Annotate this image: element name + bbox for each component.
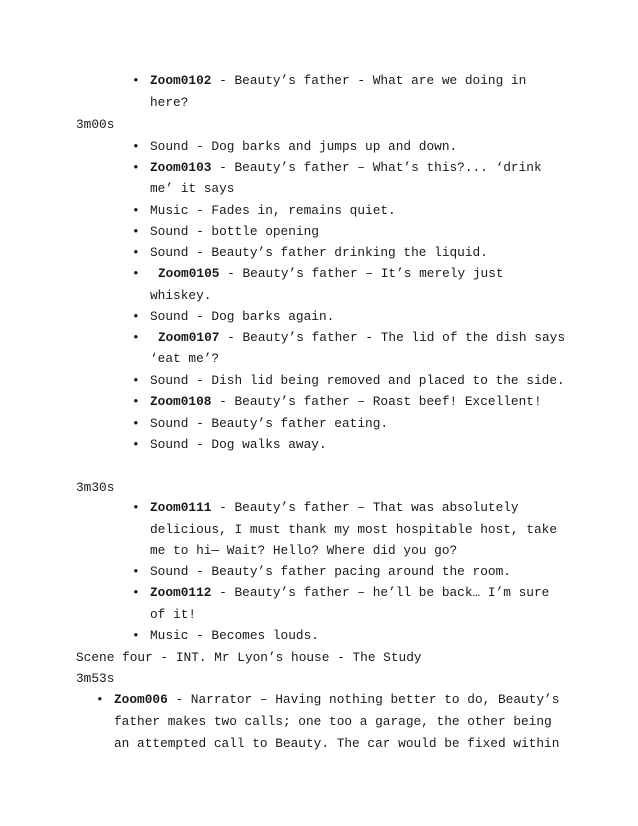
- script-line: here?: [150, 95, 189, 110]
- script-line: ‘eat me’?: [150, 351, 220, 366]
- script-line: Music - Fades in, remains quiet.: [150, 203, 396, 218]
- bullet: •: [132, 585, 140, 600]
- script-line: Sound - Beauty’s father drinking the liquid.: [150, 245, 488, 260]
- shot-code: Zoom0102: [150, 73, 212, 88]
- script-line: Music - Becomes louds.: [150, 628, 319, 643]
- script-line: [158, 266, 504, 282]
- script-line: Sound - Dog barks and jumps up and down.: [150, 139, 458, 154]
- bullet: •: [132, 373, 140, 388]
- script-line: [150, 73, 526, 89]
- bullet: •: [132, 330, 140, 345]
- script-line: an attempted call to Beauty. The car would be fixed within: [114, 736, 560, 751]
- shot-code: Zoom0111: [150, 500, 212, 515]
- script-line: Sound - bottle opening: [150, 224, 319, 239]
- shot-code: Zoom0112: [150, 585, 212, 600]
- bullet: •: [132, 224, 140, 239]
- script-line: whiskey.: [150, 288, 212, 303]
- shot-code: Zoom0107: [158, 330, 220, 345]
- script-line: [150, 160, 542, 176]
- script-line: Sound - Beauty’s father eating.: [150, 416, 389, 431]
- bullet: •: [132, 437, 140, 452]
- bullet: •: [132, 245, 140, 260]
- timestamp: 3m00s: [76, 117, 115, 132]
- line-text: - Beauty’s father - What are we doing in: [211, 73, 527, 88]
- script-line: [150, 585, 549, 601]
- bullet: •: [132, 628, 140, 643]
- timestamp: 3m30s: [76, 480, 115, 495]
- script-line: [150, 500, 519, 516]
- bullet: •: [132, 309, 140, 324]
- script-line: [114, 692, 559, 708]
- bullet: •: [132, 160, 140, 175]
- script-line: Sound - Dish lid being removed and placed to the side.: [150, 373, 565, 388]
- script-line: Sound - Dog walks away.: [150, 437, 327, 452]
- line-text: - Beauty’s father – Roast beef! Excellent!: [211, 394, 542, 409]
- bullet: •: [132, 139, 140, 154]
- script-line: of it!: [150, 607, 197, 622]
- shot-code: Zoom0105: [158, 266, 220, 281]
- bullet: •: [132, 564, 140, 579]
- bullet: •: [132, 73, 140, 88]
- line-text: - Beauty’s father - The lid of the dish says: [219, 330, 566, 345]
- shot-code: Zoom0103: [150, 160, 212, 175]
- script-line: Sound - Beauty’s father pacing around the room.: [150, 564, 511, 579]
- shot-code: Zoom006: [114, 692, 168, 707]
- script-line: [158, 330, 565, 346]
- timestamp: 3m53s: [76, 671, 115, 686]
- script-line: [150, 394, 542, 410]
- bullet: •: [132, 203, 140, 218]
- bullet: •: [96, 692, 104, 707]
- bullet: •: [132, 266, 140, 281]
- line-text: - Beauty’s father – he’ll be back… I’m sure: [211, 585, 550, 600]
- script-line: delicious, I must thank my most hospitable host, take: [150, 522, 558, 537]
- line-text: - Beauty’s father – That was absolutely: [211, 500, 519, 515]
- bullet: •: [132, 500, 140, 515]
- script-line: me to hi— Wait? Hello? Where did you go?: [150, 543, 458, 558]
- bullet: •: [132, 416, 140, 431]
- script-line: me’ it says: [150, 181, 235, 196]
- script-line: father makes two calls; one too a garage, the other being: [114, 714, 552, 729]
- script-line: Sound - Dog barks again.: [150, 309, 335, 324]
- shot-code: Zoom0108: [150, 394, 212, 409]
- line-text: - Beauty’s father – What’s this?... ‘drink: [211, 160, 542, 175]
- bullet: •: [132, 394, 140, 409]
- line-text: - Beauty’s father – It’s merely just: [219, 266, 504, 281]
- scene-heading: Scene four - INT. Mr Lyon’s house - The Study: [76, 650, 422, 665]
- line-text: - Narrator – Having nothing better to do, Beauty’s: [167, 692, 560, 707]
